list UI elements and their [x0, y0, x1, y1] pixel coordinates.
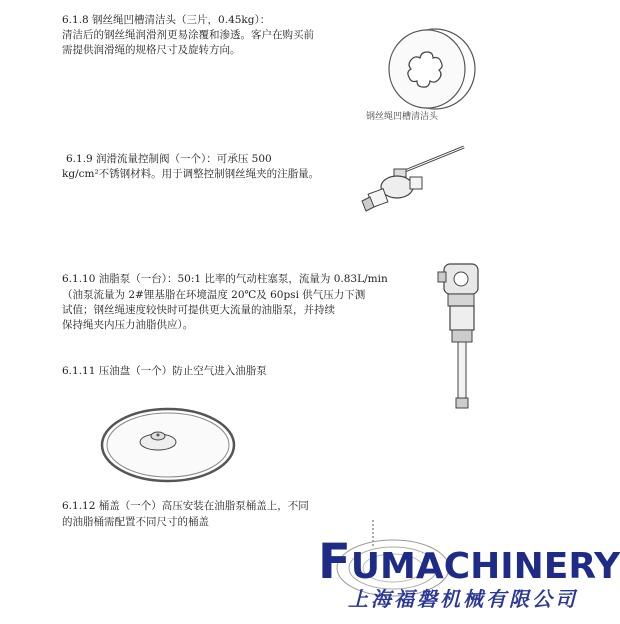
follower-plate-figure	[98, 405, 238, 485]
company-logo	[318, 534, 620, 611]
item-8-caption: 钢丝绳凹槽清洁头	[366, 112, 439, 122]
item-12-title: 6.1.12 桶盖（一个）高压安装在油脂泵桶盖上，不同	[62, 500, 309, 512]
item-10-desc-3: 保持绳夹内压力油脂供应）。	[62, 319, 194, 331]
flow-control-valve-figure	[352, 143, 472, 218]
logo-wordmark: UMACHINERY	[350, 546, 620, 587]
logo-initial: F	[318, 534, 351, 590]
item-8-title: 6.1.8 钢丝绳凹槽清洁头（三片，0.45kg）：	[62, 14, 271, 26]
item-8-desc-1: 清洁后的钢丝绳润滑剂更易涂覆和渗透。客户在购买前	[62, 29, 314, 41]
item-12-desc: 的油脂桶需配置不同尺寸的桶盖	[62, 516, 209, 528]
item-8-desc-2: 需提供润滑绳的规格尺寸及旋转方向。	[62, 44, 241, 56]
item-11-title: 6.1.11 压油盘（一个）防止空气进入油脂泵	[62, 365, 267, 377]
logo-company-name: 上海福磐机械有限公司	[348, 587, 578, 611]
item-10-title: 6.1.10 油脂泵（一台）：50:1 比率的气动柱塞泵，流量为 0.83L/min	[62, 273, 388, 285]
item-9-title: 6.1.9 润滑流量控制阀（一个）：可承压 500	[66, 153, 272, 165]
item-10-desc-2: 试值；钢丝绳速度较快时可提供更大流量的油脂泵，并持续	[62, 304, 335, 316]
groove-cleaning-head-figure	[375, 26, 485, 116]
grease-pump-figure	[430, 260, 490, 415]
item-9-desc: kg/cm²不锈钢材料。用于调整控制钢丝绳夹的注脂量。	[62, 168, 320, 180]
item-10-desc-1: （油泵流量为 2#锂基脂在环境温度 20℃及 60psi 供气压力下测	[62, 289, 366, 301]
